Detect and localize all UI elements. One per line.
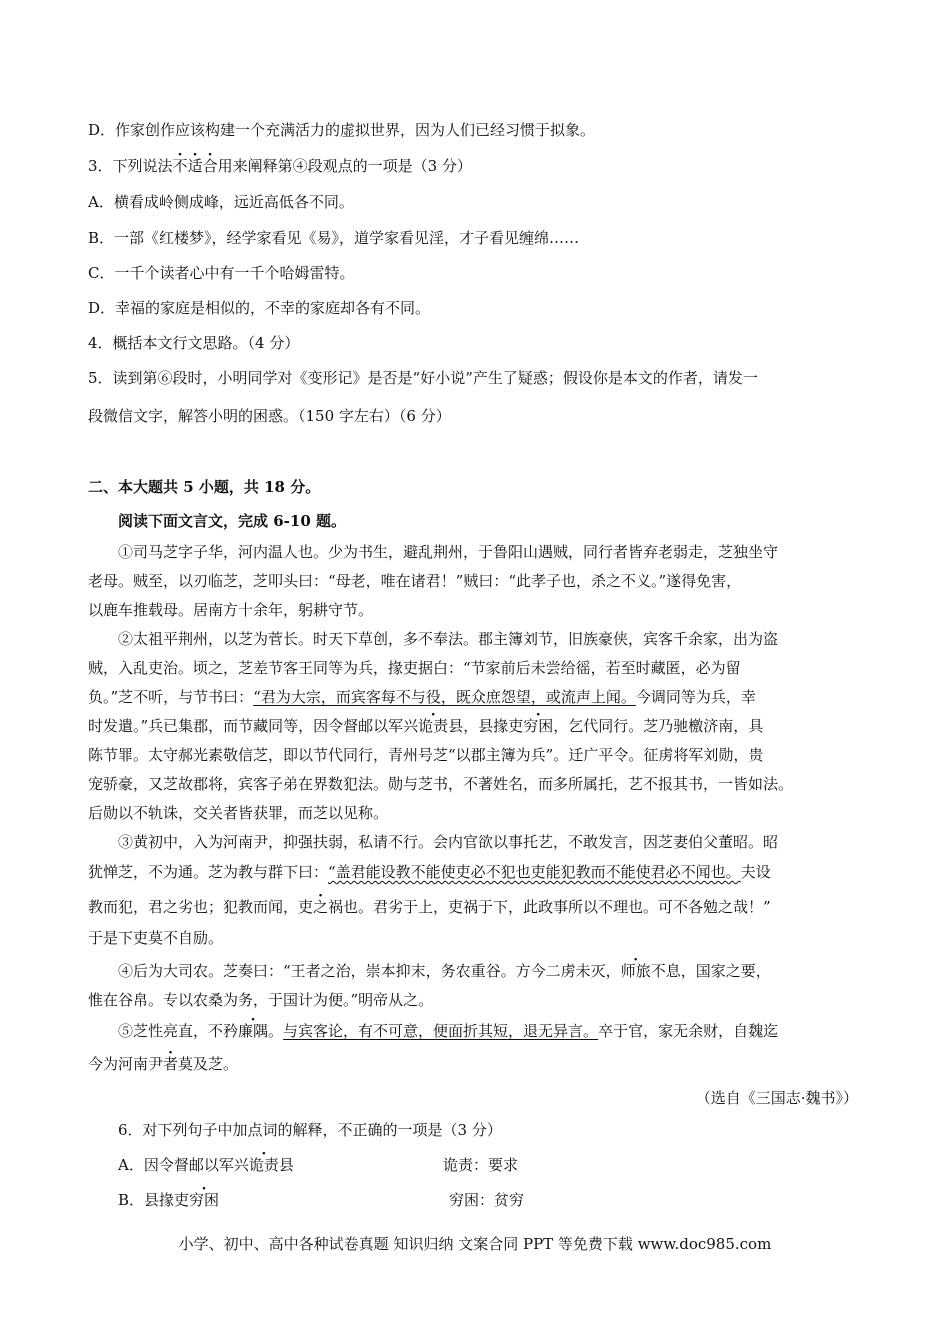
- q3-suffix: 用来阐释第④段观点的一项是（3 分）: [217, 157, 472, 175]
- p4-l1-pre: ④后为大司农。芝奏曰：“王者之治，崇本抑末，务农重谷。方今二虏未灭，: [118, 962, 621, 980]
- p5-l1-post: 卒于官，家无余财，自魏迄: [598, 1022, 779, 1040]
- q6-option-b-gloss: 穷困：贫穷: [449, 1191, 525, 1209]
- passage-p1-line2: 老母。贼至，以刃临芝，芝叩头曰：“母老，唯在诸君！”贼曰：“此孝子也，杀之不义。”遂得免害，: [88, 572, 742, 590]
- p5-l1-pre: ⑤芝性亮直，不矜: [118, 1022, 239, 1040]
- q2-option-d: D．作家创作应该构建一个充满活力的虚拟世界，因为人们已经习惯于拟象。: [88, 121, 596, 139]
- passage-p2-line1: ②太祖平荆州，以芝为菅长。时天下草创，多不奉法。郡主簿刘节，旧族豪侠，宾客千余家，出为盗: [118, 630, 779, 648]
- p2-l3-post: 今调同等为兵，幸: [635, 688, 756, 706]
- q3-prefix: 3．下列说法: [88, 157, 173, 175]
- q3-option-b: B．一部《红楼梦》，经学家看见《易》，道学家看见淫，才子看见缠绵……: [88, 229, 580, 247]
- passage-p4-line1: [118, 961, 771, 981]
- q6-b-dotted: 穷困: [189, 1191, 220, 1209]
- p5-l2-pre: 今为河南尹: [88, 1055, 164, 1073]
- p2-dotted-qiongkun: 穷困: [523, 717, 554, 735]
- p2-l4-pre: 时发遣。”兵已集郡，而节藏同等，因令督邮以军兴: [88, 717, 419, 735]
- passage-p2-line5: 陈节罪。太守郝光素敬信芝，即以节代同行，青州号芝“以郡主簿为兵”。迁广平令。征虏将军刘勋，贵: [88, 746, 764, 764]
- passage-p5-line2: [88, 1054, 238, 1074]
- section-instruction: 阅读下面文言文，完成 6-10 题。: [118, 512, 346, 530]
- q6-a-pre: A．因令督邮以军兴: [118, 1156, 249, 1174]
- q6-option-a: [118, 1155, 294, 1175]
- passage-p3-line4: 于是下吏莫不自励。: [88, 929, 224, 947]
- section-heading: 二、本大题共 5 小题，共 18 分。: [88, 478, 321, 496]
- p4-l1-post: 不息，国家之要，: [650, 962, 771, 980]
- emphasis-char: 合: [202, 157, 218, 175]
- question-4: 4．概括本文行文思路。（4 分）: [88, 334, 300, 352]
- p5-l1-mid: 。: [268, 1022, 284, 1040]
- p2-l3-pre: 负。”芝不听，与节书曰：: [88, 688, 254, 706]
- q6-b-pre: B．县掾吏: [118, 1191, 190, 1209]
- q6-a-post: 县: [278, 1156, 294, 1174]
- q3-option-a: A．横看成岭侧成峰，远近高低各不同。: [88, 193, 354, 211]
- p2-underlined-sentence: “君为大宗，而宾客每不与役，既众庶怨望，或流声上闻。: [253, 688, 636, 706]
- page-footer: 小学、初中、高中各种试卷真题 知识归纳 文案合同 PPT 等免费下载 www.doc985.com: [178, 1235, 772, 1253]
- passage-p2-line6: 宠骄豪，又芝故郡将，宾客子弟在界数犯法。勋与芝书，不著姓名，而多所属托，艺不报其书，一皆如法。: [88, 775, 794, 793]
- question-6: 6．对下列句子中加点词的解释，不正确的一项是（3 分）: [118, 1121, 502, 1139]
- passage-p4-line2: 惟在谷帛。专以农桑为务，于国计为便。”明帝从之。: [88, 991, 434, 1009]
- p5-l2-post: 莫及芝。: [178, 1055, 239, 1073]
- p3-l3-post: 祸也。君劣于上，吏祸于下，此政事所以不理也。可不各勉之哉！”: [328, 898, 771, 916]
- p2-l4-post: ，乞代同行。芝乃驰檄济南，具: [553, 717, 764, 735]
- p5-underlined-sentence: 与宾客论，有不可意，便面折其短，退无异言。: [283, 1022, 599, 1040]
- question-5-line2: 段微信文字，解答小明的困惑。（150 字左右）（6 分）: [88, 407, 451, 425]
- passage-p1-line3: 以鹿车推载母。居南方十余年，躬耕守节。: [88, 601, 374, 619]
- passage-p2-line7: 后勋以不轨诛，交关者皆获罪，而芝以见称。: [88, 804, 389, 822]
- q6-a-dotted: 诡责: [248, 1156, 279, 1174]
- p2-dotted-guize: 诡责: [418, 717, 449, 735]
- question-5-line1: 5．读到第⑥段时，小明同学对《变形记》是否是“好小说”产生了疑惑；假设你是本文的作者，请发一: [88, 369, 758, 387]
- passage-p5-line1: [118, 1021, 778, 1041]
- p4-dotted-shilv: 师旅: [620, 962, 651, 980]
- q3-emphasis: [173, 157, 218, 175]
- passage-source: （选自《三国志·魏书》）: [695, 1089, 858, 1107]
- passage-p2-line3: [88, 687, 756, 707]
- passage-p2-line4: [88, 716, 763, 736]
- q3-option-c: C．一千个读者心中有一千个哈姆雷特。: [88, 264, 355, 282]
- p3-wavy-sentence: “盖君能设教不能使吏必不犯也吏能犯教而不能使君必不闻也。: [328, 863, 741, 881]
- passage-p3-line1: ③黄初中，入为河南尹，抑强扶弱，私请不行。会内官欲以事托艺，不敢发言，因芝妻伯父董昭。昭: [118, 833, 779, 851]
- question-3: [88, 156, 472, 176]
- passage-p3-line2: [88, 862, 771, 882]
- q3-option-d: D．幸福的家庭是相似的，不幸的家庭却各有不同。: [88, 299, 431, 317]
- q6-option-a-gloss: 诡责：要求: [443, 1156, 519, 1174]
- emphasis-char: 适: [187, 157, 203, 175]
- p3-l3-pre: 教而犯，君之劣也；犯教而闻，吏: [88, 898, 314, 916]
- passage-p3-line3: [88, 897, 771, 917]
- p3-l2-post: 夫设: [740, 863, 771, 881]
- p5-dotted-lianyu: 廉隅: [238, 1022, 269, 1040]
- passage-p1-line1: ①司马芝字子华，河内温人也。少为书生，避乱荆州，于鲁阳山遇贼，同行者皆弃老弱走，芝独坐守: [118, 543, 779, 561]
- emphasis-char: 不: [172, 157, 188, 175]
- passage-p2-line2: 贼，入乱吏治。顷之，芝差节客王同等为兵，掾吏据白：“节家前后未尝给徭，若至时藏匿，必为留: [88, 659, 741, 677]
- p2-l4-mid: 县，县掾吏: [448, 717, 524, 735]
- q6-option-b: [118, 1190, 219, 1210]
- p3-l2-pre: 犹惮芝，不为通。芝为教与群下曰：: [88, 863, 329, 881]
- p3-dotted-zhi: 之: [313, 898, 329, 916]
- p5-dotted-zhe: 者: [163, 1055, 179, 1073]
